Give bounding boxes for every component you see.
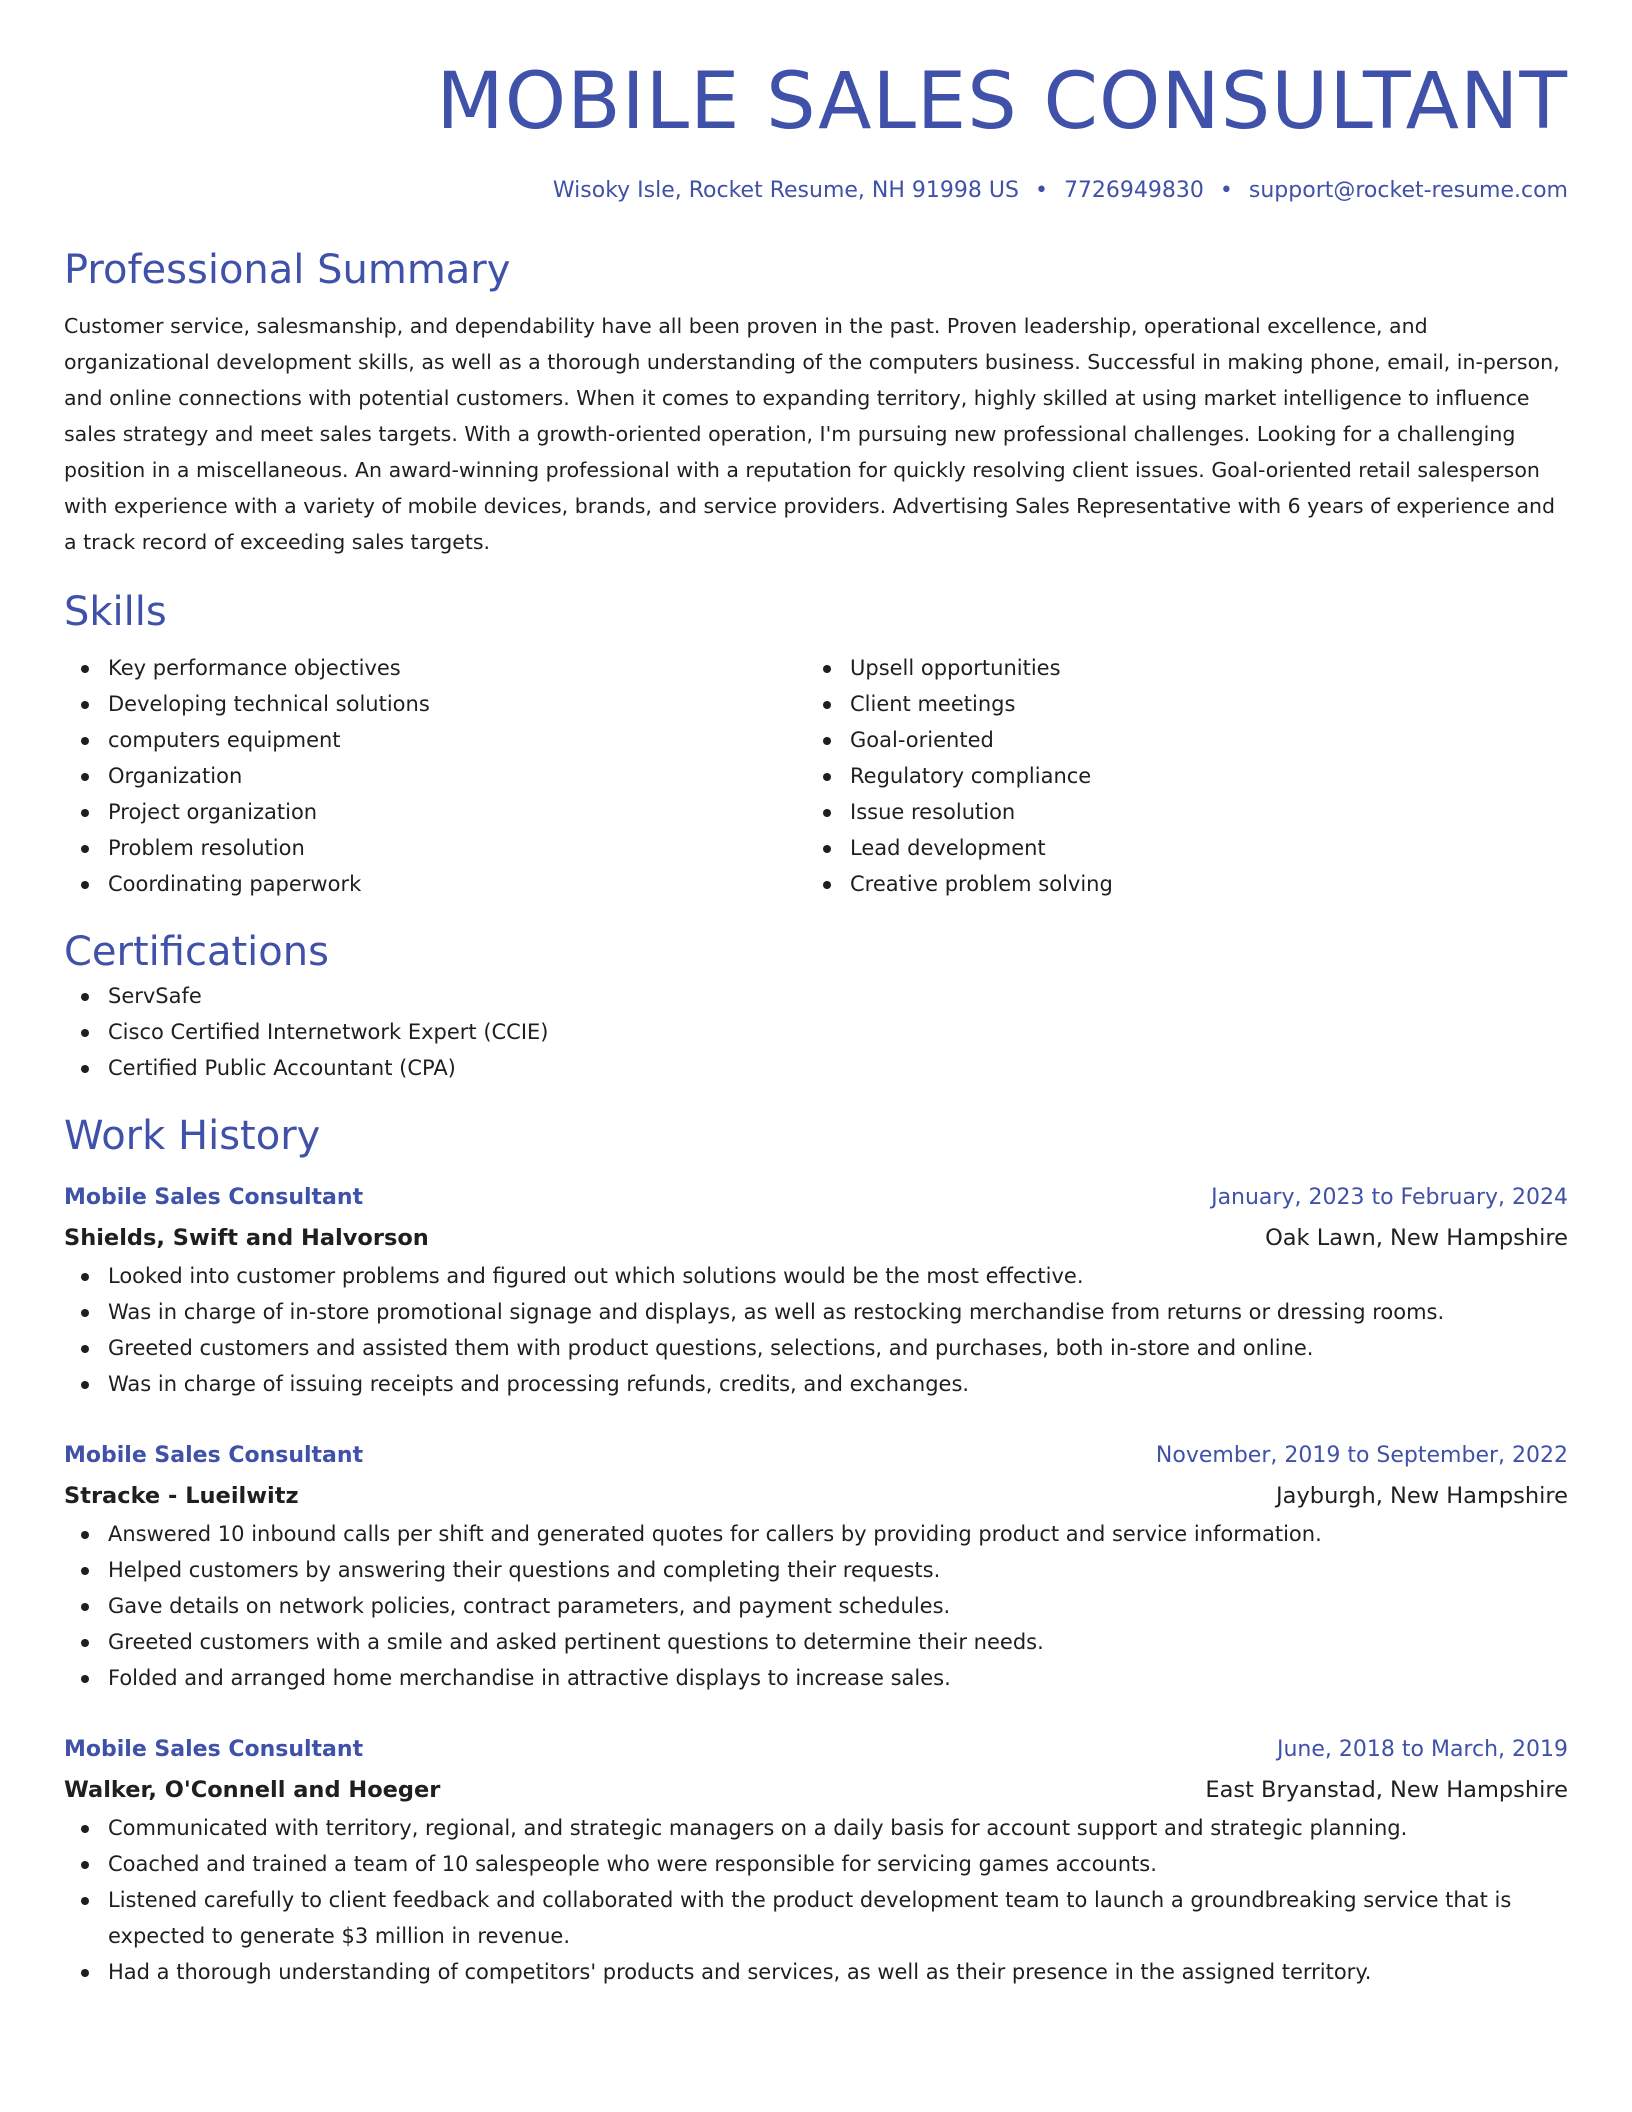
- bullet-dot-icon: [81, 773, 89, 781]
- job-spacer: [64, 1402, 1568, 1436]
- job-company: Stracke - Lueilwitz: [64, 1483, 299, 1509]
- contact-separator: •: [1034, 178, 1048, 203]
- job-company: Walker, O'Connell and Hoeger: [64, 1777, 441, 1803]
- skill-item-text: Key performance objectives: [108, 656, 401, 680]
- skill-item-text: Upsell opportunities: [850, 656, 1061, 680]
- bullet-dot-icon: [81, 1861, 89, 1869]
- skill-item: [108, 686, 806, 722]
- job-company-row: [64, 1770, 1568, 1810]
- job-entry: [64, 1178, 1568, 1402]
- bullet-dot-icon: [81, 737, 89, 745]
- bullet-dot-icon: [81, 1639, 89, 1647]
- certification-item: [108, 978, 1568, 1014]
- bullet-dot-icon: [81, 845, 89, 853]
- job-header-row: [64, 1436, 1568, 1476]
- bullet-dot-icon: [81, 993, 89, 1001]
- job-bullet: [108, 1516, 1568, 1552]
- bullet-dot-icon: [81, 1273, 89, 1281]
- job-dates: January, 2023 to February, 2024: [1211, 1185, 1568, 1210]
- job-bullet: [108, 1366, 1568, 1402]
- certification-item: [108, 1050, 1568, 1086]
- job-bullet: [108, 1330, 1568, 1366]
- job-bullet-text: Gave details on network policies, contract parameters, and payment schedules.: [108, 1594, 951, 1618]
- job-entry: [64, 1436, 1568, 1696]
- job-bullet-text: Looked into customer problems and figured out which solutions would be the most effective.: [108, 1264, 1084, 1288]
- job-dates: June, 2018 to March, 2019: [1277, 1737, 1568, 1762]
- job-company: Shields, Swift and Halvorson: [64, 1225, 429, 1251]
- contact-separator: •: [1219, 178, 1233, 203]
- skill-item: [850, 686, 1548, 722]
- job-dates: November, 2019 to September, 2022: [1155, 1443, 1568, 1468]
- job-bullet-text: Was in charge of issuing receipts and processing refunds, credits, and exchanges.: [108, 1372, 970, 1396]
- job-bullet-text: Had a thorough understanding of competitors' products and services, as well as their presence in the assigned territory.: [108, 1960, 1372, 1984]
- job-header-row: [64, 1178, 1568, 1218]
- bullet-dot-icon: [823, 881, 831, 889]
- certifications-heading: Certifications: [64, 929, 329, 975]
- job-role: Mobile Sales Consultant: [64, 1443, 364, 1468]
- skill-item-text: Developing technical solutions: [108, 692, 430, 716]
- job-bullet-text: Was in charge of in-store promotional signage and displays, as well as restocking merchandise from returns or dressing rooms.: [108, 1300, 1445, 1324]
- bullet-dot-icon: [823, 701, 831, 709]
- work-history-heading: Work History: [64, 1113, 321, 1159]
- skill-item-text: Client meetings: [850, 692, 1016, 716]
- contact-line: [64, 176, 1568, 206]
- resume-title: MOBILE SALES CONSULTANT: [436, 57, 1568, 147]
- job-bullet-text: Answered 10 inbound calls per shift and generated quotes for callers by providing product and service information.: [108, 1522, 1322, 1546]
- skill-item-text: Project organization: [108, 800, 318, 824]
- job-bullet: [108, 1846, 1568, 1882]
- skill-item: [108, 794, 806, 830]
- skill-item-text: Organization: [108, 764, 243, 788]
- job-entry: [64, 1730, 1568, 1990]
- job-role: Mobile Sales Consultant: [64, 1737, 364, 1762]
- work-history-list: [64, 1178, 1568, 1990]
- job-location: East Bryanstad, New Hampshire: [1205, 1777, 1568, 1803]
- job-bullet: [108, 1552, 1568, 1588]
- resume-page: [64, 0, 1568, 1990]
- skill-item-text: Creative problem solving: [850, 872, 1113, 896]
- bullet-dot-icon: [81, 1029, 89, 1037]
- summary-heading: Professional Summary: [64, 247, 511, 293]
- certification-item-text: ServSafe: [108, 984, 202, 1008]
- skills-heading: Skills: [64, 589, 167, 635]
- skill-item: [850, 758, 1548, 794]
- job-bullet: [108, 1624, 1568, 1660]
- skill-item: [108, 866, 806, 902]
- bullet-dot-icon: [81, 1567, 89, 1575]
- job-location: Jayburgh, New Hampshire: [1276, 1483, 1568, 1509]
- job-bullet-text: Folded and arranged home merchandise in attractive displays to increase sales.: [108, 1666, 951, 1690]
- skills-list-left: [64, 650, 806, 902]
- skill-item: [850, 830, 1548, 866]
- skill-item-text: Problem resolution: [108, 836, 305, 860]
- job-bullet: [108, 1588, 1568, 1624]
- skill-item: [108, 830, 806, 866]
- skill-item-text: Lead development: [850, 836, 1046, 860]
- summary-text: Customer service, salesmanship, and dependability have all been proven in the past. Proven leadership, operational excellence, and organizational development skills, as well as a thorough understanding of the computers business. Successful in making phone, email, in-person, and online connections with potential customers. When it comes to expanding territory, highly skilled at using market intelligence to influence sales strategy and meet sales targets. With a growth-oriented operation, I'm pursuing new professional challenges. Looking for a challenging position in a miscellaneous. An award-winning professional with a reputation for quickly resolving client issues. Goal-oriented retail salesperson with experience with a variety of mobile devices, brands, and service providers. Advertising Sales Representative with 6 years of experience and a track record of exceeding sales targets.: [64, 314, 1560, 554]
- bullet-dot-icon: [81, 1309, 89, 1317]
- contact-address: Wisoky Isle, Rocket Resume, NH 91998 US: [552, 178, 1019, 203]
- job-bullet-text: Listened carefully to client feedback and collaborated with the product development team to launch a groundbreaking service that is expected to generate $3 million in revenue.: [108, 1888, 1512, 1948]
- contact-phone: 7726949830: [1063, 178, 1204, 203]
- skill-item-text: Issue resolution: [850, 800, 1016, 824]
- skill-item: [108, 758, 806, 794]
- bullet-dot-icon: [81, 809, 89, 817]
- bullet-dot-icon: [81, 1065, 89, 1073]
- job-bullet-text: Helped customers by answering their questions and completing their requests.: [108, 1558, 941, 1582]
- bullet-dot-icon: [81, 881, 89, 889]
- job-bullet: [108, 1810, 1568, 1846]
- job-location: Oak Lawn, New Hampshire: [1265, 1225, 1568, 1251]
- bullet-dot-icon: [823, 773, 831, 781]
- bullet-dot-icon: [81, 701, 89, 709]
- certification-item: [108, 1014, 1568, 1050]
- job-bullet-text: Coached and trained a team of 10 salespeople who were responsible for servicing games accounts.: [108, 1852, 1157, 1876]
- job-bullet-list: [64, 1516, 1568, 1696]
- job-bullet: [108, 1294, 1568, 1330]
- bullet-dot-icon: [81, 1675, 89, 1683]
- bullet-dot-icon: [81, 1825, 89, 1833]
- bullet-dot-icon: [823, 737, 831, 745]
- bullet-dot-icon: [81, 1531, 89, 1539]
- bullet-dot-icon: [81, 1897, 89, 1905]
- skill-item: [108, 722, 806, 758]
- skill-item: [850, 794, 1548, 830]
- job-bullet: [108, 1660, 1568, 1696]
- bullet-dot-icon: [81, 665, 89, 673]
- job-bullet-text: Greeted customers and assisted them with product questions, selections, and purchases, both in-store and online.: [108, 1336, 1314, 1360]
- skill-item: [108, 650, 806, 686]
- bullet-dot-icon: [823, 845, 831, 853]
- skills-column-right: [806, 650, 1548, 902]
- job-bullet-text: Greeted customers with a smile and asked pertinent questions to determine their needs.: [108, 1630, 1044, 1654]
- job-company-row: [64, 1218, 1568, 1258]
- skills-columns: [64, 650, 1568, 902]
- bullet-dot-icon: [823, 665, 831, 673]
- skill-item-text: Coordinating paperwork: [108, 872, 362, 896]
- certification-item-text: Cisco Certified Internetwork Expert (CCIE): [108, 1020, 549, 1044]
- skills-list-right: [806, 650, 1548, 902]
- certifications-list: [64, 978, 1568, 1086]
- contact-email: support@rocket-resume.com: [1248, 178, 1568, 203]
- bullet-dot-icon: [81, 1345, 89, 1353]
- job-role: Mobile Sales Consultant: [64, 1185, 364, 1210]
- skill-item: [850, 650, 1548, 686]
- skill-item-text: Regulatory compliance: [850, 764, 1092, 788]
- bullet-dot-icon: [81, 1381, 89, 1389]
- job-bullet: [108, 1882, 1568, 1954]
- bullet-dot-icon: [81, 1969, 89, 1977]
- skill-item-text: computers equipment: [108, 728, 341, 752]
- job-bullet: [108, 1258, 1568, 1294]
- bullet-dot-icon: [823, 809, 831, 817]
- job-bullet: [108, 1954, 1568, 1990]
- skills-column-left: [64, 650, 806, 902]
- job-bullet-list: [64, 1258, 1568, 1402]
- job-header-row: [64, 1730, 1568, 1770]
- job-spacer: [64, 1696, 1568, 1730]
- skill-item: [850, 866, 1548, 902]
- job-bullet-text: Communicated with territory, regional, and strategic managers on a daily basis for account support and strategic planning.: [108, 1816, 1408, 1840]
- bullet-dot-icon: [81, 1603, 89, 1611]
- certification-item-text: Certified Public Accountant (CPA): [108, 1056, 456, 1080]
- skill-item-text: Goal-oriented: [850, 728, 994, 752]
- job-bullet-list: [64, 1810, 1568, 1990]
- skill-item: [850, 722, 1548, 758]
- job-company-row: [64, 1476, 1568, 1516]
